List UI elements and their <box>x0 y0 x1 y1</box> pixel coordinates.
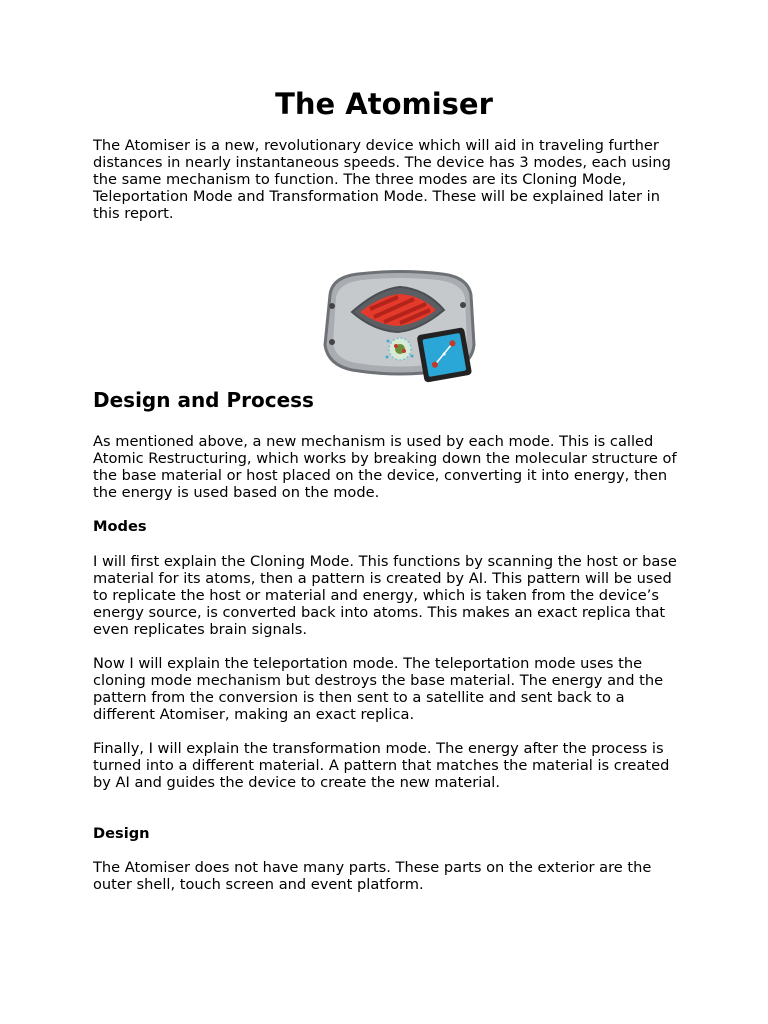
cloning-mode-paragraph: I will first explain the Cloning Mode. This functions by scanning the host or base material for its atoms, then a pattern is created by AI. This pattern will be used to replicate the host or material and energy, which is taken from the device’s energy source, is converted back into atoms. This makes an exact replica that even replicates brain signals. <box>93 553 677 638</box>
bolt-icon <box>460 302 466 308</box>
design-process-heading: Design and Process <box>93 388 314 412</box>
bolt-icon <box>329 303 335 309</box>
bolt-icon <box>329 339 335 345</box>
atomiser-device-illustration <box>308 265 488 390</box>
intro-paragraph: The Atomiser is a new, revolutionary device which will aid in traveling further distances in nearly instantaneous speeds. The device has 3 modes, each using the same mechanism to function. The three modes are its Cloning Mode, Teleportation Mode and Transformation Mode. These will be explained later in this report. <box>93 137 671 222</box>
document-title: The Atomiser <box>275 87 493 121</box>
design-heading: Design <box>93 825 150 842</box>
design-process-paragraph: As mentioned above, a new mechanism is used by each mode. This is called Atomic Restructuring, which works by breaking down the molecular structure of the base material or host placed on the device, converting it into energy, then the energy is used based on the mode. <box>93 433 677 501</box>
teleportation-mode-paragraph: Now I will explain the teleportation mode. The teleportation mode uses the cloning mode mechanism but destroys the base material. The energy and the pattern from the conversion is then sent to a satellite and sent back to a different Atomiser, making an exact replica. <box>93 655 664 723</box>
touch-screen <box>417 327 473 383</box>
transformation-mode-paragraph: Finally, I will explain the transformation mode. The energy after the process is turned into a different material. A pattern that matches the material is created by AI and guides the device to create the new material. <box>93 740 670 791</box>
modes-heading: Modes <box>93 518 147 535</box>
design-paragraph: The Atomiser does not have many parts. These parts on the exterior are the outer shell, touch screen and event platform. <box>93 859 652 893</box>
